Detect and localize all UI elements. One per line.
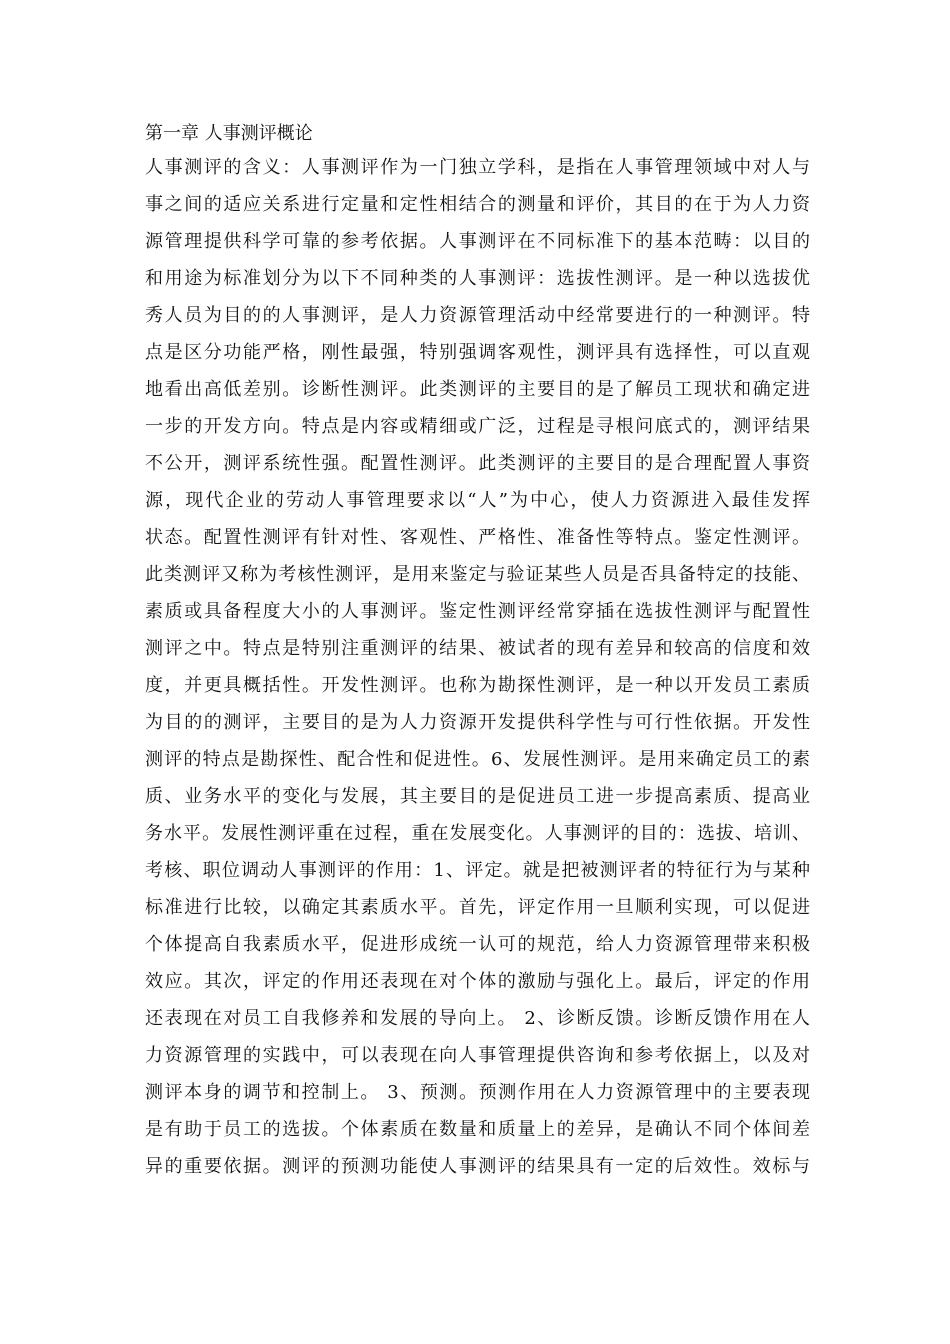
text-line: 是有助于员工的选拔。个体素质在数量和质量上的差异，是确认不同个体间差 bbox=[145, 1119, 810, 1140]
text-line: 度，并更具概括性。开发性测评。也称为勘探性测评，是一种以开发员工素质 bbox=[145, 675, 810, 696]
text-line: 人事测评的含义：人事测评作为一门独立学科，是指在人事管理领域中对人与 bbox=[145, 157, 810, 178]
text-line: 素质或具备程度大小的人事测评。鉴定性测评经常穿插在选拔性测评与配置性 bbox=[145, 601, 810, 622]
text-line: 为目的的测评，主要目的是为人力资源开发提供科学性与可行性依据。开发性 bbox=[145, 712, 810, 733]
text-line: 源管理提供科学可靠的参考依据。人事测评在不同标准下的基本范畴：以目的 bbox=[145, 231, 810, 252]
text-line: 标准进行比较，以确定其素质水平。首先，评定作用一旦顺利实现，可以促进 bbox=[145, 897, 810, 918]
document-body bbox=[145, 119, 810, 1185]
text-line: 源，现代企业的劳动人事管理要求以“人”为中心，使人力资源进入最佳发挥 bbox=[145, 490, 810, 511]
text-line: 还表现在对员工自我修养和发展的导向上。 2、诊断反馈。诊断反馈作用在人 bbox=[145, 1008, 810, 1029]
chapter-title: 第一章 人事测评概论 bbox=[145, 123, 313, 144]
text-line: 秀人员为目的的人事测评，是人力资源管理活动中经常要进行的一种测评。特 bbox=[145, 305, 810, 326]
text-line: 地看出高低差别。诊断性测评。此类测评的主要目的是了解员工现状和确定进 bbox=[145, 379, 810, 400]
text-line: 测评之中。特点是特别注重测评的结果、被试者的现有差异和较高的信度和效 bbox=[145, 638, 810, 659]
text-line: 不公开，测评系统性强。配置性测评。此类测评的主要目的是合理配置人事资 bbox=[145, 453, 810, 474]
text-line: 效应。其次，评定的作用还表现在对个体的激励与强化上。最后，评定的作用 bbox=[145, 971, 810, 992]
text-line: 个体提高自我素质水平，促进形成统一认可的规范，给人力资源管理带来积极 bbox=[145, 934, 810, 955]
text-line: 务水平。发展性测评重在过程，重在发展变化。人事测评的目的：选拔、培训、 bbox=[145, 823, 810, 844]
text-line: 事之间的适应关系进行定量和定性相结合的测量和评价，其目的在于为人力资 bbox=[145, 194, 810, 215]
text-line: 考核、职位调动人事测评的作用：1、评定。就是把被测评者的特征行为与某种 bbox=[145, 860, 810, 881]
text-line: 此类测评又称为考核性测评，是用来鉴定与验证某些人员是否具备特定的技能、 bbox=[145, 564, 810, 585]
text-line: 异的重要依据。测评的预测功能使人事测评的结果具有一定的后效性。效标与 bbox=[145, 1156, 810, 1177]
text-line: 测评本身的调节和控制上。 3、预测。预测作用在人力资源管理中的主要表现 bbox=[145, 1082, 810, 1103]
paragraph bbox=[145, 149, 810, 1185]
text-line: 状态。配置性测评有针对性、客观性、严格性、准备性等特点。鉴定性测评。 bbox=[145, 527, 810, 548]
text-line: 质、业务水平的变化与发展，其主要目的是促进员工进一步提高素质、提高业 bbox=[145, 786, 810, 807]
text-line: 力资源管理的实践中，可以表现在向人事管理提供咨询和参考依据上，以及对 bbox=[145, 1045, 810, 1066]
text-line: 一步的开发方向。特点是内容或精细或广泛，过程是寻根问底式的，测评结果 bbox=[145, 416, 810, 437]
text-line: 和用途为标准划分为以下不同种类的人事测评：选拔性测评。是一种以选拔优 bbox=[145, 268, 810, 289]
text-line: 测评的特点是勘探性、配合性和促进性。6、发展性测评。是用来确定员工的素 bbox=[145, 749, 810, 770]
text-line: 点是区分功能严格，刚性最强，特别强调客观性，测评具有选择性，可以直观 bbox=[145, 342, 810, 363]
